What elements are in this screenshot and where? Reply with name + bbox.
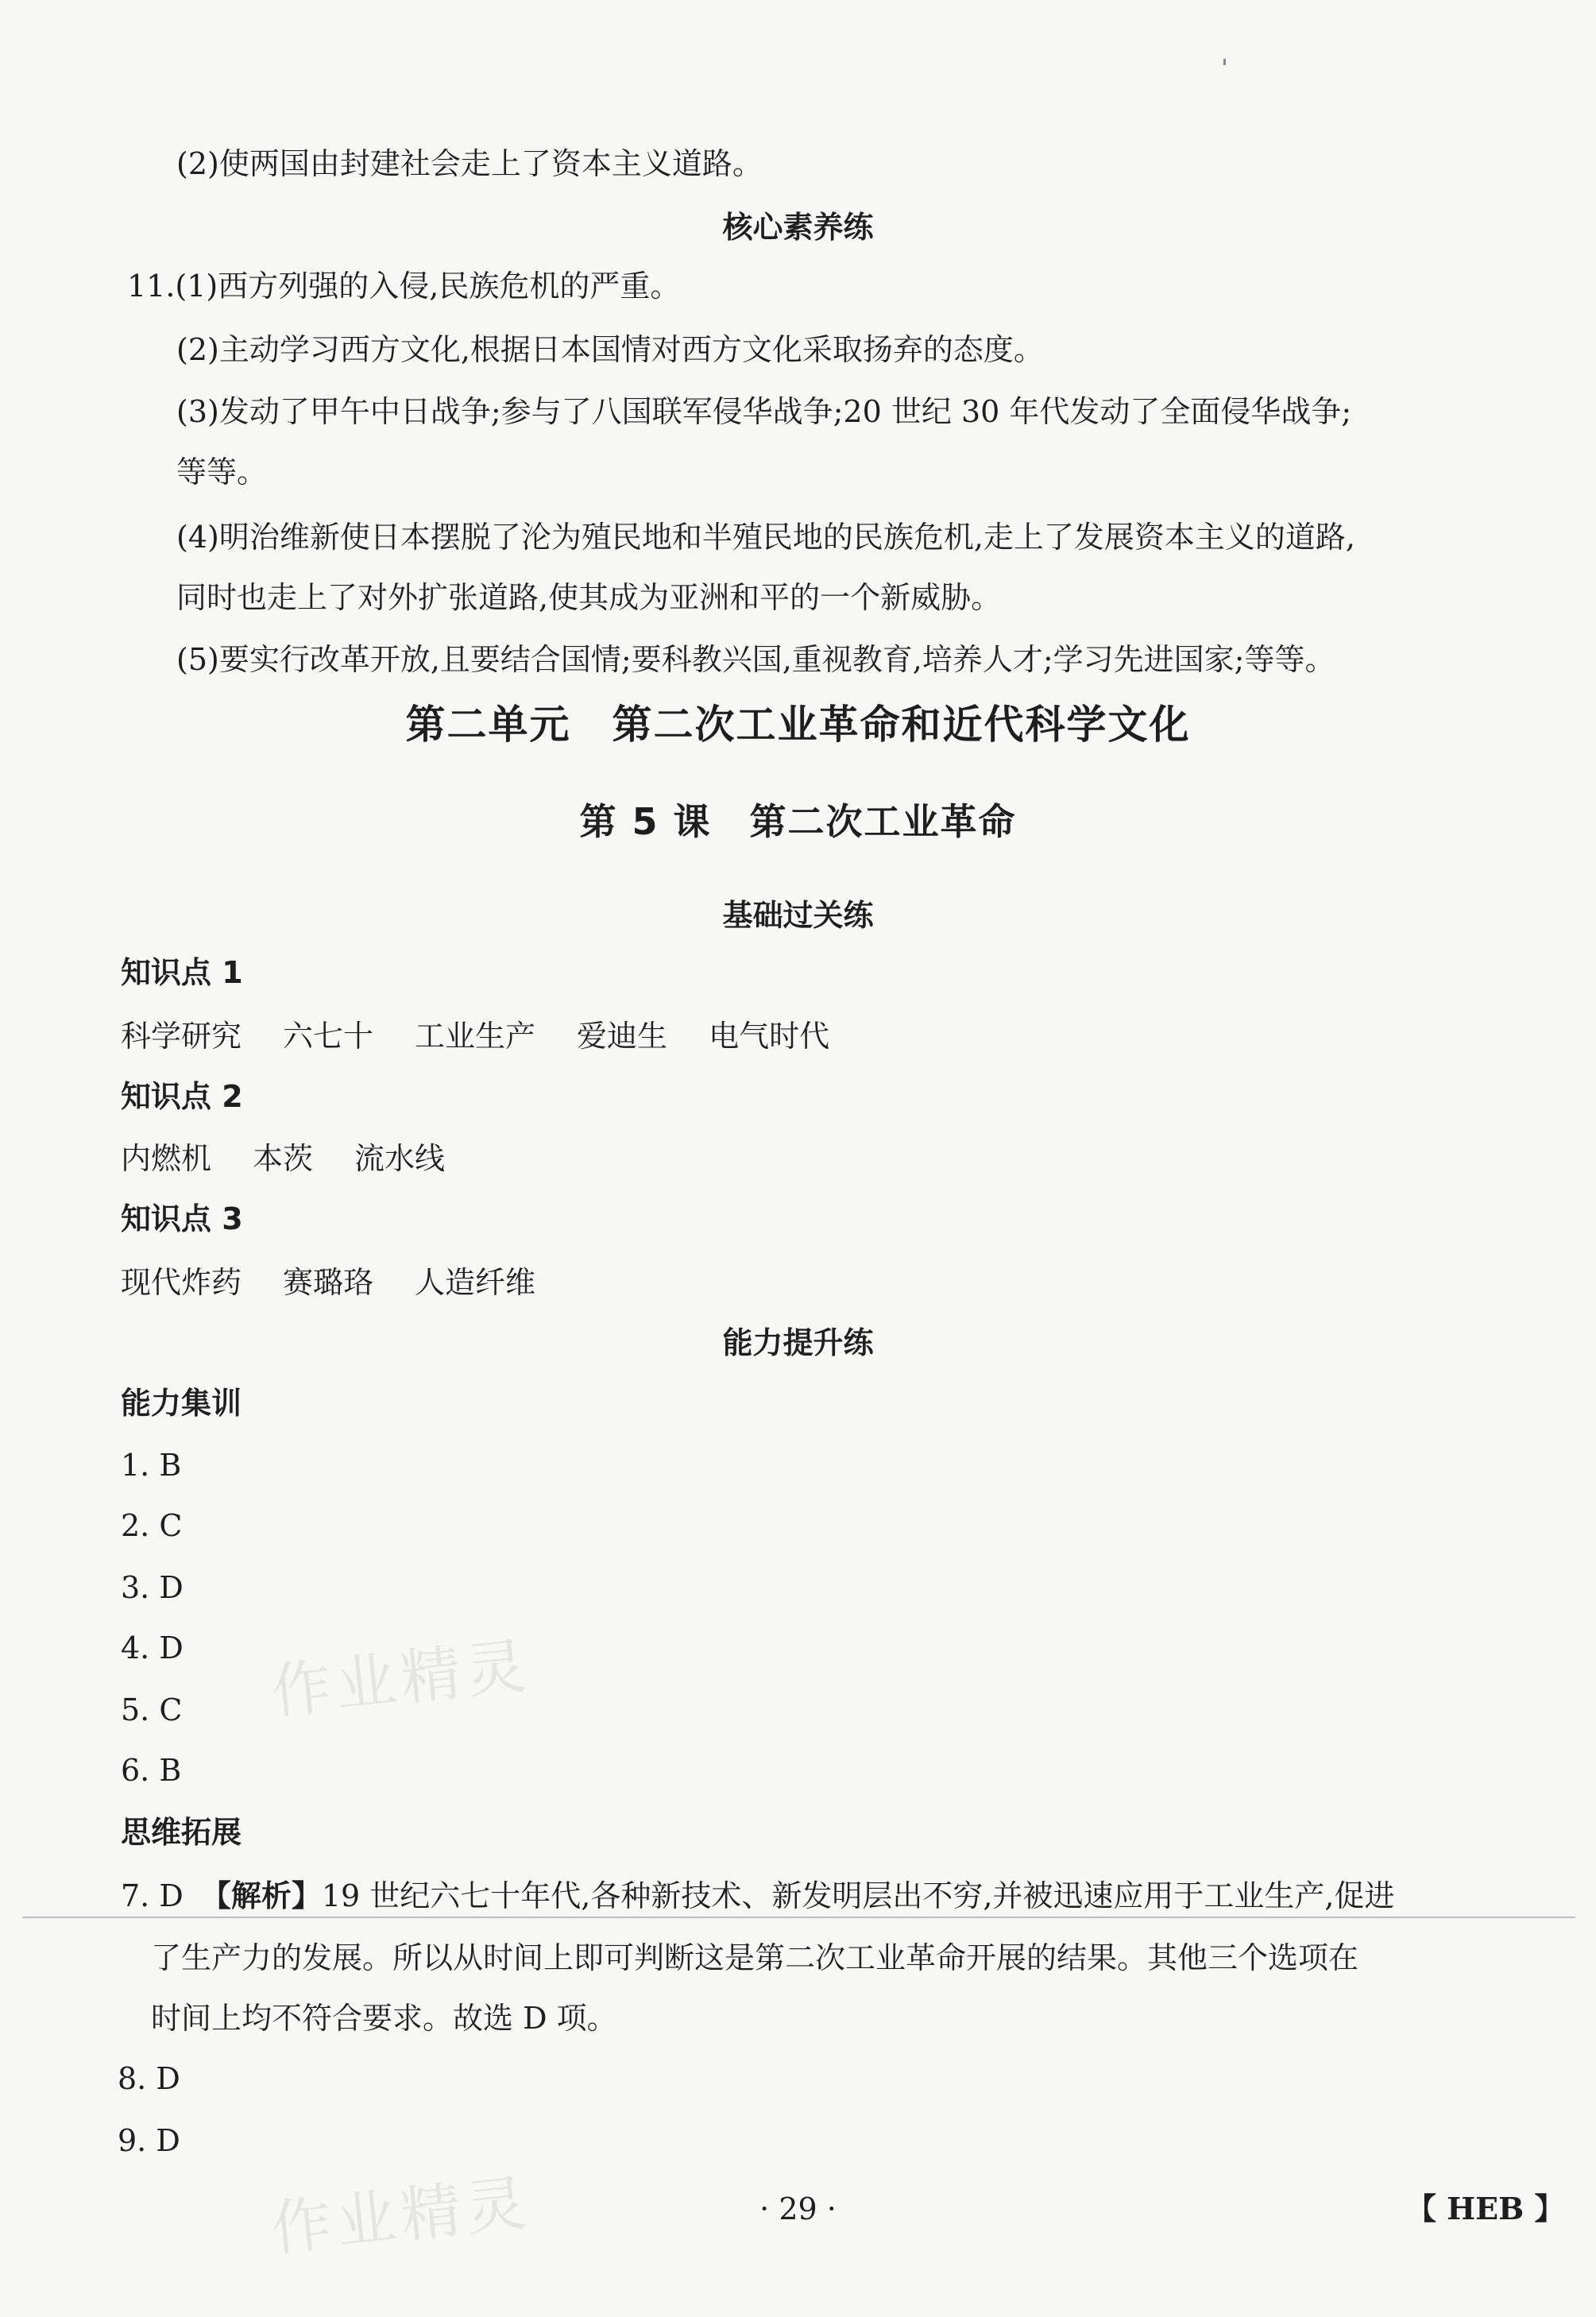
section-heading-basic: 基础过关练	[722, 898, 874, 933]
scan-mark	[1223, 59, 1226, 65]
subsection-label: 能力集训	[121, 1386, 242, 1421]
answer-line: 1. B	[121, 1448, 182, 1483]
knowledge-point-label: 知识点 3	[121, 1201, 243, 1236]
answer-item: 爱迪生	[577, 1019, 668, 1054]
answer-line: 8. D	[118, 2061, 180, 2096]
answer-line: 4. D	[121, 1630, 184, 1665]
answer-item: 电气时代	[709, 1019, 830, 1054]
answer-item: 内燃机	[121, 1141, 212, 1176]
answer-line: 3. D	[121, 1570, 184, 1605]
text-line: (2)使两国由封建社会走上了资本主义道路。	[176, 146, 763, 181]
section-heading-ability: 能力提升练	[722, 1325, 874, 1360]
answer-line	[121, 1877, 1395, 1915]
analysis-tag: 【解析】	[200, 1878, 322, 1913]
answer-line: 11.(1)西方列强的入侵,民族危机的严重。	[127, 269, 681, 304]
watermark: 作业精灵	[267, 1630, 535, 1727]
answer-line: (4)明治维新使日本摆脱了沦为殖民地和半殖民地的民族危机,走上了发展资本主义的道路,	[176, 520, 1355, 555]
answer-line: 2. C	[121, 1508, 183, 1543]
answer-item: 人造纤维	[415, 1265, 536, 1300]
answer-number: 7. D	[121, 1878, 184, 1913]
subsection-label: 思维拓展	[121, 1815, 242, 1850]
analysis-text: 19 世纪六七十年代,各种新技术、新发明层出不穷,并被迅速应用于工业生产,促进	[321, 1878, 1395, 1913]
knowledge-point-answers	[121, 1017, 829, 1055]
answer-line: (3)发动了甲午中日战争;参与了八国联军侵华战争;20 世纪 30 年代发动了全面侵华战争;	[176, 394, 1352, 429]
knowledge-point-answers	[121, 1263, 535, 1302]
answer-item: 赛璐珞	[283, 1265, 374, 1300]
answer-item: 流水线	[354, 1141, 446, 1176]
answer-line: 5. C	[121, 1692, 183, 1727]
answer-item: 工业生产	[415, 1019, 536, 1054]
lesson-title: 第 5 课 第二次工业革命	[579, 800, 1017, 843]
answer-line: 9. D	[118, 2123, 180, 2158]
edition-code: 【 HEB 】	[1406, 2191, 1565, 2226]
answer-item: 六七十	[283, 1019, 374, 1054]
analysis-text: 时间上均不符合要求。故选 D 项。	[151, 2001, 617, 2036]
answer-item: 现代炸药	[121, 1265, 242, 1300]
unit-title: 第二单元 第二次工业革命和近代科学文化	[405, 702, 1191, 748]
watermark: 作业精灵	[267, 2167, 535, 2265]
section-heading-core: 核心素养练	[722, 210, 874, 245]
knowledge-point-answers	[121, 1139, 445, 1178]
page-number: · 29 ·	[759, 2191, 837, 2226]
answer-line: (5)要实行改革开放,且要结合国情;要科教兴国,重视教育,培养人才;学习先进国家;等等。	[176, 642, 1335, 677]
answer-line: 同时也走上了对外扩张道路,使其成为亚洲和平的一个新威胁。	[176, 580, 1002, 615]
knowledge-point-label: 知识点 1	[121, 955, 243, 990]
answer-line: (2)主动学习西方文化,根据日本国情对西方文化采取扬弃的态度。	[176, 332, 1044, 367]
answer-line: 6. B	[121, 1753, 182, 1788]
analysis-text: 了生产力的发展。所以从时间上即可判断这是第二次工业革命开展的结果。其他三个选项在	[151, 1940, 1359, 1975]
knowledge-point-label: 知识点 2	[121, 1079, 243, 1114]
answer-line: 等等。	[176, 455, 268, 489]
answer-item: 科学研究	[121, 1019, 242, 1054]
scan-fold-line	[22, 1917, 1575, 1918]
answer-item: 本茨	[253, 1141, 314, 1176]
